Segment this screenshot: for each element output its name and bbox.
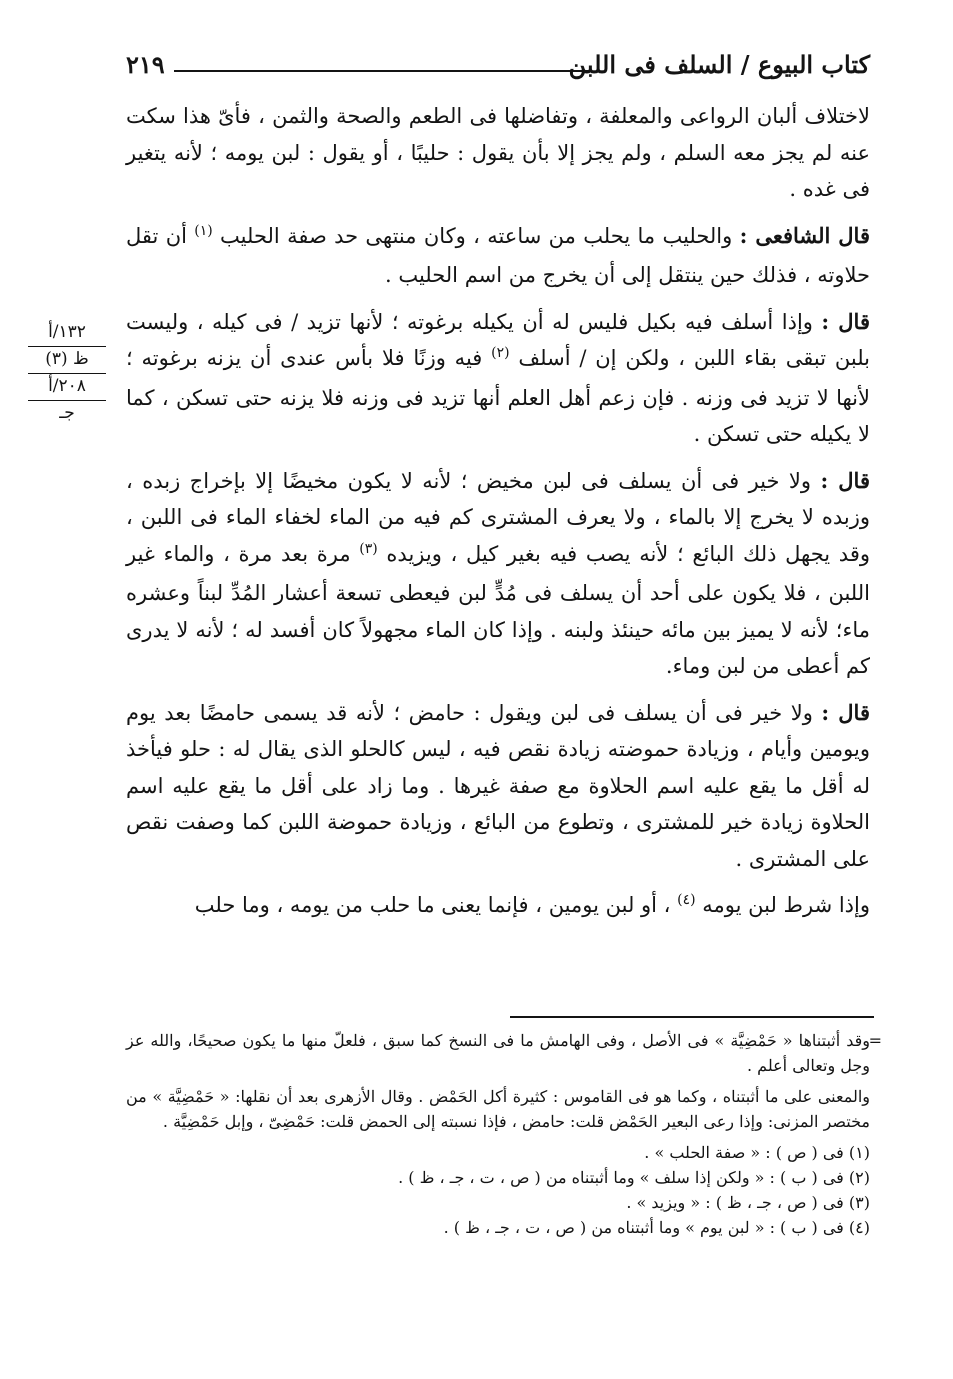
paragraph <box>126 463 870 685</box>
footnote-item: (١) فى ( ص ) : « صفة الحلب » . <box>644 1143 870 1162</box>
paragraph-text: أن تقل حلاوته ، فذلك حين ينتقل إلى أن يخرج من اسم الحليب . <box>126 223 870 287</box>
footnote-item: (٢) فى ( ب ) : « ولكن إذا سلف » وما أثبتناه من ( ص ، ت ، جـ ، ظ ) . <box>398 1168 870 1187</box>
header-rule <box>174 70 592 72</box>
margin-ref: ٢٠٨/أ <box>28 374 106 401</box>
paragraph <box>126 887 870 927</box>
margin-ref: ظ (٣) <box>28 347 106 374</box>
footnote-item: (٤) فى ( ب ) : « لبن يوم » وما أثبتناه من ( ص ، ت ، جـ ، ظ ) . <box>443 1218 870 1237</box>
footnote-ref: (٢) <box>491 345 510 361</box>
speaker-label: قال الشافعى : <box>739 222 870 248</box>
paragraph-text: ، أو لبن يومين ، فإنما يعنى ما حلب من يومه ، وما حلب <box>194 893 678 917</box>
paragraph-text: فيه وزنًا فلا بأس عندى أن يزنه برغوته ؛ لأنها لا تزيد فى وزنه . فإن زعم أهل العلم أنها تزيد فى وزنه فلا يزنه حتى تسكن ، كما لا يكيله حتى تسكن . <box>126 346 870 446</box>
footnote-continuation: والمعنى على ما أثبتناه ، وكما هو فى القاموس : كثيرة أكل الحَمْض . وقال الأزهرى بعد أن نقلها: « حَمْضِيَّة » من مختصر المزنى: وإذا رعى البعير الحَمْض قلت: حامض ، فإذا نسبته إلى الحمض قلت: حَمْضِىّ ، وإبل حَمْضِيَّة . <box>126 1087 870 1131</box>
footnote-separator <box>510 1016 874 1018</box>
continuation-marker: = <box>868 1031 882 1050</box>
main-text <box>126 98 870 937</box>
paragraph <box>126 304 870 453</box>
page-number: ٢١٩ <box>126 50 165 79</box>
paragraph-text: والحليب ما يحلب من ساعته ، وكان منتهى حد صفة الحليب <box>212 223 740 248</box>
paragraph <box>126 218 870 294</box>
paragraph-text: وإذا أسلف فيه بكيل فليس له أن يكيله برغوته ؛ لأنها تزيد / فى كيله ، وليست بلبن تبقى بقاء اللبن ، ولكن إن / أسلف <box>126 309 871 370</box>
speaker-label: قال : <box>821 308 870 334</box>
speaker-label: قال : <box>821 699 870 725</box>
margin-ref: ١٣٢/أ <box>28 320 106 347</box>
paragraph-text: وإذا شرط لبن يومه <box>695 893 870 917</box>
footnote-continuation: وقد أثبتناها « حَمْضِيَّة » فى الأصل ، وفى الهامش ما فى النسخ كما سبق ، فلعلّ منها ما يكون صحيحًا، والله عز وجل وتعالى أعلم . <box>126 1031 871 1075</box>
footnote-item: (٣) فى ( ص ، جـ ، ظ ) : « ويزيد » . <box>626 1193 870 1212</box>
paragraph <box>126 695 870 878</box>
footnote-ref: (١) <box>194 222 213 239</box>
footnote-ref: (٣) <box>359 540 378 557</box>
margin-ref: جـ <box>59 403 75 423</box>
paragraph-text: مرة بعد مرة ، والماء غير اللبن ، فلا يكون على أحد أن يسلف فى مُدٍّ لبن فيعطى تسعة أعشار المُدِّ لبناً وعشره ماء؛ لأنه لا يميز بين مائه حينئذ ولبنه . وإذا كان الماء مجهولاً كان أفسد له ؛ لأنه لا يدرى كم أعطى من لبن وماء. <box>126 541 870 678</box>
margin-manuscript-refs <box>28 320 106 427</box>
page-header <box>126 46 870 86</box>
paragraph-text: ولا خير فى أن يسلف فى لبن ويقول : حامض ؛ لأنه قد يسمى حامضًا بعد يوم ويومين وأيام ، وزيادة حموضته زيادة نقص فيه ، ليس كالحلو الذى يقال له : حلو فيأخذ له أقل ما يقع عليه اسم الحلاوة مع صفة غيرها . وما زاد على أقل ما يقع عليه اسم الحلاوة زيادة خير للمشترى ، وتطوع من البائع ، وزيادة حموضة اللبن كما وصفت نقص على المشترى . <box>126 700 870 871</box>
speaker-label: قال : <box>820 467 870 493</box>
running-title: كتاب البيوع / السلف فى اللبن <box>568 50 870 79</box>
footnotes <box>126 1028 882 1240</box>
paragraph-text: ولا خير فى أن يسلف فى لبن مخيض ؛ لأنه لا يكون مخيضًا إلا بإخراج زبده ، وزبده لا يخرج إلا بالماء ، ولا يعرف المشترى كم فيه من الماء لخفاء الماء فى اللبن ، وقد يجهل ذلك البائع ؛ لأنه يصب فيه بغير كيل ، ويزيده <box>126 468 871 566</box>
footnote-ref: (٤) <box>677 892 696 908</box>
paragraph: لاختلاف ألبان الرواعى والمعلفة ، وتفاضلها فى الطعم والصحة والثمن ، فأىّ هذا سكت عنه لم يجز معه السلم ، ولم يجز إلا بأن يقول : حليبًا ، أو يقول : لبن يومه ؛ لأنه يتغير فى غده . <box>126 104 870 201</box>
